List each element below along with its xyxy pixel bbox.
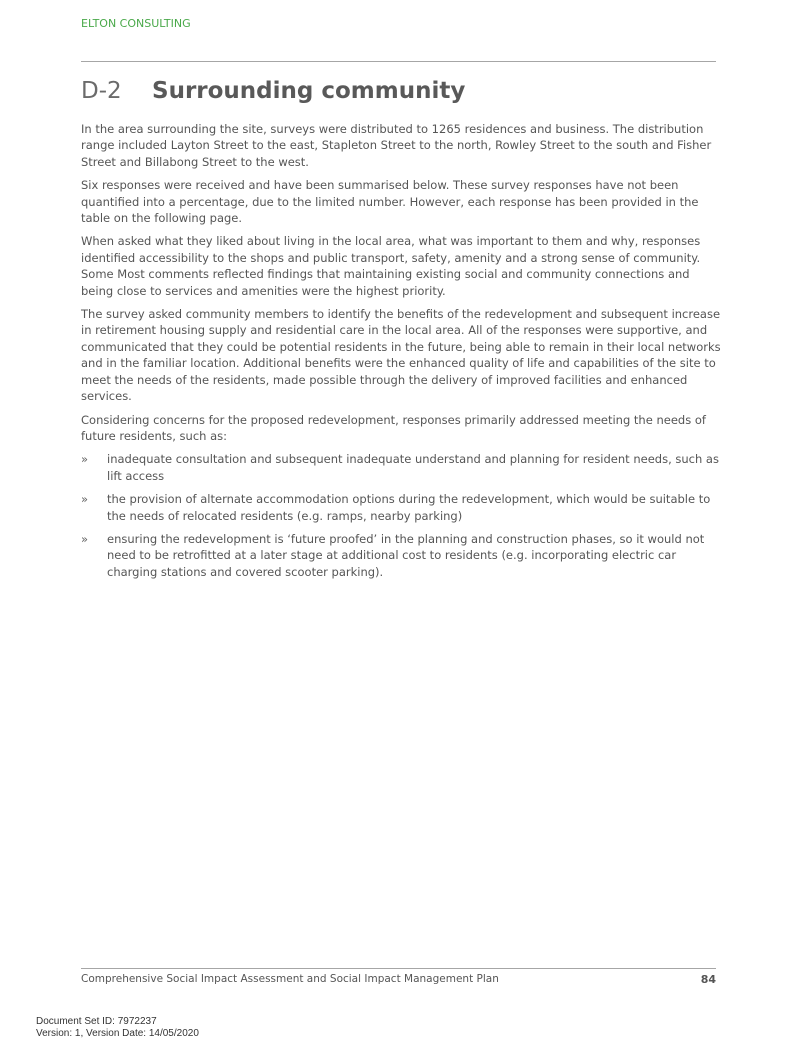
list-item-text: the provision of alternate accommodation options during the redevelopment, which would be suitable to the needs of relocated residents (e.g. ramps, nearby parking): [107, 492, 711, 523]
footer-document-title: Comprehensive Social Impact Assessment and Social Impact Management Plan: [81, 973, 499, 985]
concerns-list: [81, 451, 721, 580]
paragraph: When asked what they liked about living in the local area, what was important to them and why, responses identified accessibility to the shops and public transport, safety, amenity and a strong sense of community. Some Most comments reflected findings that maintaining existing social and community connections and being close to services and amenities were the highest priority.: [81, 234, 701, 298]
footer-divider: [81, 968, 716, 969]
bullet-marker: »: [81, 531, 89, 546]
company-header: ELTON CONSULTING: [81, 17, 191, 30]
paragraph: In the area surrounding the site, surveys were distributed to 1265 residences and business. The distribution range included Layton Street to the east, Stapleton Street to the north, Rowley Street to the south and Fisher Street and Billabong Street to the west.: [81, 122, 712, 169]
bullet-marker: »: [81, 452, 89, 467]
paragraph: Six responses were received and have been summarised below. These survey responses have not been quantified into a percentage, due to the limited number. However, each response has been provided in the table on the following page.: [81, 178, 699, 226]
section-title: Surrounding community: [152, 78, 466, 104]
body-content: [81, 121, 721, 587]
section-number: D-2: [81, 78, 122, 104]
section-heading: [81, 78, 465, 104]
paragraph: The survey asked community members to identify the benefits of the redevelopment and subsequent increase in retirement housing supply and residential care in the local area. All of the responses were supportive, and communicated that they could be potential residents in the future, being able to remain in their local networks and in the familiar location. Additional benefits were the enhanced quality of life and capabilities of the site to meet the needs of the residents, made possible through the delivery of improved facilities and enhanced services.: [81, 307, 721, 404]
list-item-text: inadequate consultation and subsequent inadequate understand and planning for resident needs, such as lift access: [107, 452, 719, 483]
list-item: [81, 491, 721, 524]
list-item: [81, 451, 721, 484]
version-info: Version: 1, Version Date: 14/05/2020: [36, 1028, 199, 1039]
page-number: 84: [700, 973, 716, 986]
paragraph: Considering concerns for the proposed redevelopment, responses primarily addressed meeting the needs of future residents, such as:: [81, 412, 706, 443]
document-stamp: [36, 1016, 199, 1040]
document-set-id: Document Set ID: 7972237: [36, 1016, 157, 1027]
bullet-marker: »: [81, 492, 89, 507]
list-item-text: ensuring the redevelopment is ‘future proofed’ in the planning and construction phases, so it would not need to be retrofitted at a later stage at additional cost to residents (e.g. incorporating electric car charging stations and covered scooter parking).: [107, 531, 705, 579]
header-divider: [81, 61, 716, 62]
list-item: [81, 531, 721, 580]
